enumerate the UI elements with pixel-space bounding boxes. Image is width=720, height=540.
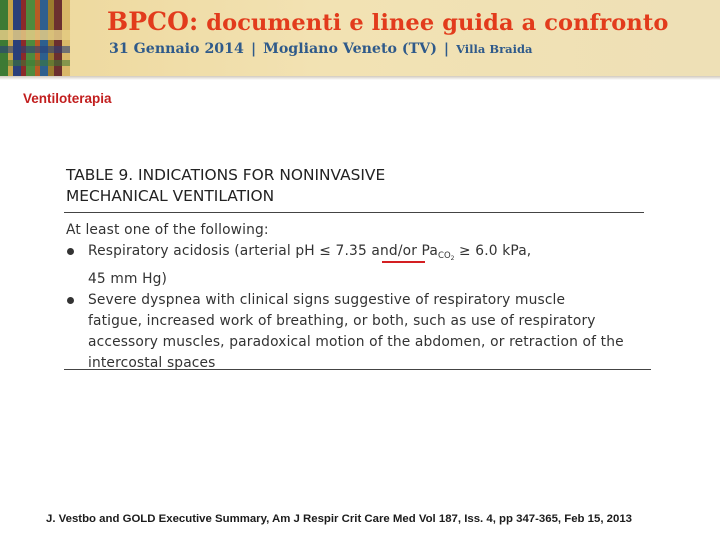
item-line: fatigue, increased work of breathing, or both, such as use of respiratory (88, 313, 596, 329)
banner-shadow (0, 76, 720, 80)
bullet-icon (67, 248, 74, 255)
list-item (66, 241, 656, 290)
table-rule-bottom (64, 369, 651, 370)
item-line: 45 mm Hg) (88, 271, 168, 287)
citation: J. Vestbo and GOLD Executive Summary, Am J Respir Crit Care Med Vol 187, Iss. 4, pp 347-365, Feb 15, 2013 (46, 513, 633, 525)
subscript-co: CO (438, 251, 451, 261)
bullet-icon (67, 297, 74, 304)
table-title (66, 165, 646, 207)
header-banner (0, 0, 720, 76)
event-venue: Villa Braida (456, 42, 533, 56)
separator: | (443, 41, 450, 57)
slide-title: Ventiloterapia (23, 91, 112, 106)
item-line: accessory muscles, paradoxical motion of the abdomen, or retraction of the (88, 334, 624, 350)
list-item (66, 290, 656, 374)
banner-title-rest: documenti e linee guida a confronto (206, 10, 669, 36)
item-text: Respiratory acidosis (arterial pH ≤ 7.35 and/or Pa (88, 243, 439, 259)
table-intro: At least one of the following: (66, 222, 269, 238)
banner-title (107, 7, 668, 36)
highlight-underline (382, 261, 425, 263)
table-title-line: MECHANICAL VENTILATION (66, 187, 275, 205)
banner-color-bars (0, 0, 70, 76)
item-text: ≥ 6.0 kPa, (454, 243, 532, 259)
table-body (66, 220, 656, 374)
banner-subtitle (109, 41, 532, 57)
item-line: intercostal spaces (88, 355, 216, 371)
item-line: Severe dyspnea with clinical signs suggestive of respiratory muscle (88, 292, 566, 308)
banner-title-strong: BPCO: (107, 7, 199, 36)
event-date: 31 Gennaio 2014 (109, 41, 244, 57)
table-rule-top (64, 212, 644, 213)
separator: | (250, 41, 257, 57)
subscript (438, 251, 454, 261)
table-title-line: TABLE 9. INDICATIONS FOR NONINVASIVE (66, 166, 386, 184)
event-place: Mogliano Veneto (TV) (263, 41, 437, 57)
item-line (88, 241, 656, 269)
subscript-2: 2 (450, 255, 455, 262)
